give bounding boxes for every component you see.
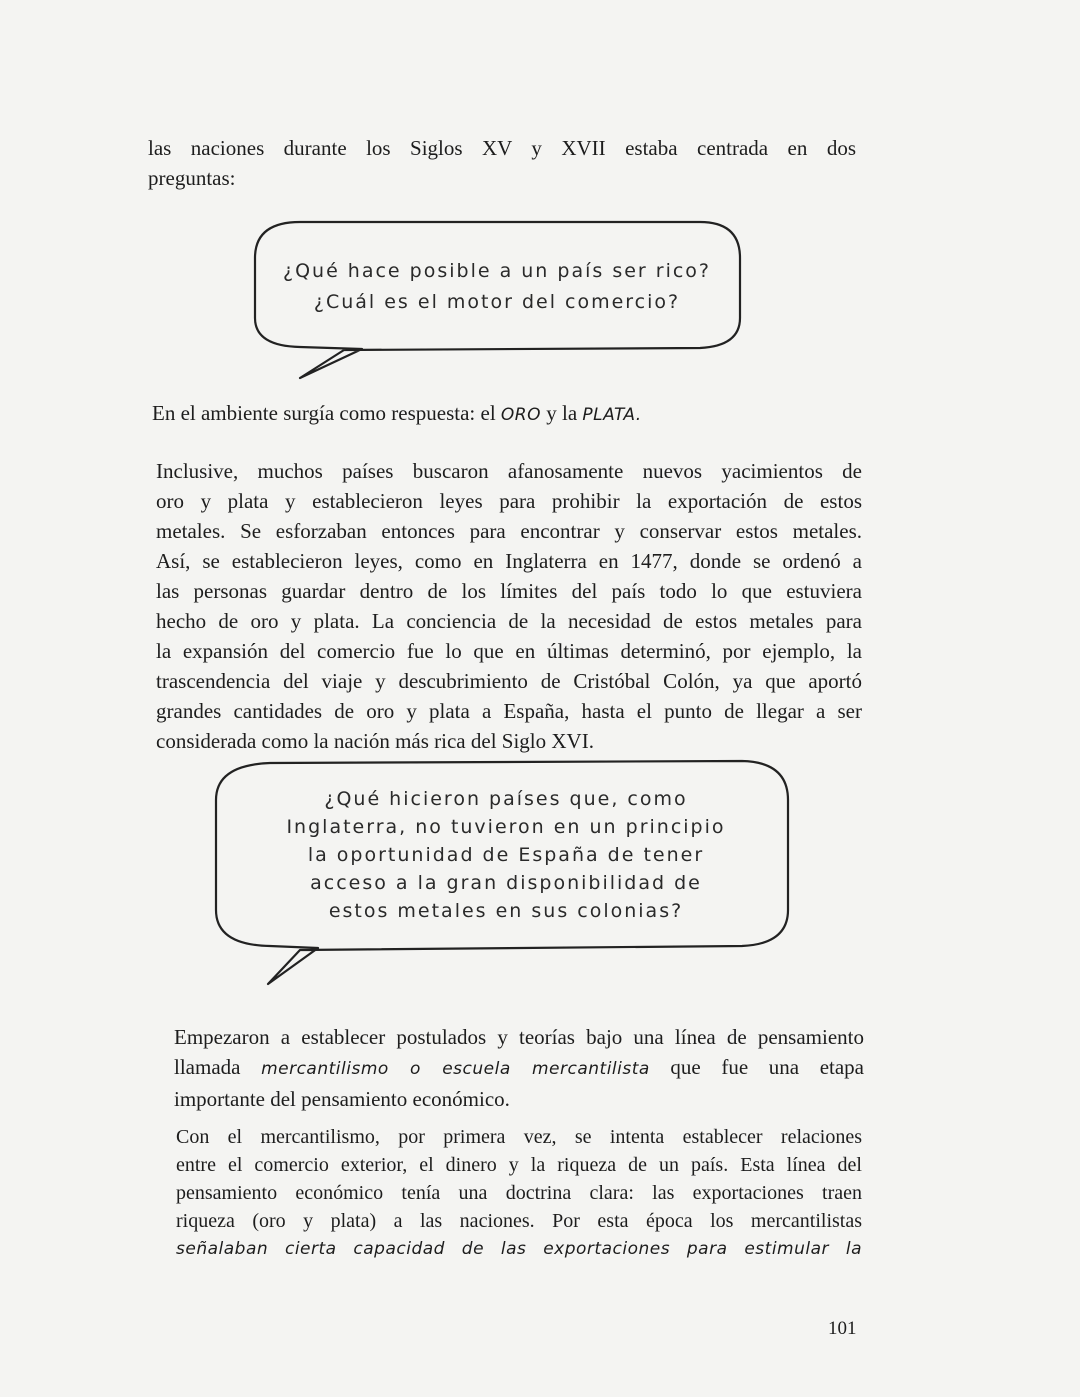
paragraph2-line-7: la expansión del comercio fue lo que en últimas determinó, por ejemplo, la bbox=[156, 639, 862, 663]
answer-prefix: En el ambiente surgía como respuesta: el bbox=[152, 401, 501, 425]
bubble2-line-5: estos metales en sus colonias? bbox=[328, 900, 684, 922]
paragraph2-line-6: hecho de oro y plata. La conciencia de la necesidad de estos metales para bbox=[156, 609, 862, 633]
paragraph3-line-2 bbox=[174, 1052, 864, 1084]
intro-line-1: las naciones durante los Siglos XV y XVII estaba centrada en dos bbox=[148, 136, 856, 160]
bubble1-line-2: ¿Cuál es el motor del comercio? bbox=[313, 291, 681, 313]
answer-middle: y la bbox=[541, 401, 583, 425]
paragraph3-line-3: importante del pensamiento económico. bbox=[174, 1087, 510, 1111]
paragraph-4 bbox=[176, 1123, 862, 1263]
page-number: 101 bbox=[828, 1318, 857, 1339]
answer-paragraph bbox=[152, 398, 872, 430]
paragraph3-line-1: Empezaron a establecer postulados y teorías bajo una línea de pensamiento bbox=[174, 1025, 864, 1049]
answer-silver: PLATA. bbox=[582, 405, 642, 425]
paragraph2-line-10: considerada como la nación más rica del Siglo XVI. bbox=[156, 729, 594, 753]
paragraph3-line2-prefix: llamada bbox=[174, 1055, 262, 1079]
paragraph2-line-9: grandes cantidades de oro y plata a España, hasta el punto de llegar a ser bbox=[156, 699, 862, 723]
mercantilism-term: mercantilismo o escuela mercantilista bbox=[261, 1059, 650, 1079]
paragraph2-line-8: trascendencia del viaje y descubrimiento de Cristóbal Colón, ya que aportó bbox=[156, 669, 862, 693]
paragraph2-line-3: metales. Se esforzaban entonces para encontrar y conservar estos metales. bbox=[156, 519, 862, 543]
intro-line-2: preguntas: bbox=[148, 166, 236, 190]
answer-gold: ORO bbox=[500, 405, 541, 425]
paragraph3-line2-suffix: que fue una etapa bbox=[649, 1055, 865, 1079]
bubble2-line-3: la oportunidad de España de tener bbox=[307, 844, 705, 866]
bubble1-line-1: ¿Qué hace posible a un país ser rico? bbox=[282, 260, 711, 282]
paragraph4-line-5: señalaban cierta capacidad de las exportaciones para estimular la bbox=[176, 1239, 862, 1259]
paragraph4-line-3: pensamiento económico tenía una doctrina clara: las exportaciones traen bbox=[176, 1182, 862, 1204]
paragraph-2 bbox=[156, 456, 862, 756]
speech-bubble-1-text bbox=[262, 256, 732, 318]
paragraph2-line-4: Así, se establecieron leyes, como en Inglaterra en 1477, donde se ordenó a bbox=[156, 549, 862, 573]
paragraph4-line-4: riqueza (oro y plata) a las naciones. Por esta época los mercantilistas bbox=[176, 1210, 862, 1232]
bubble2-line-4: acceso a la gran disponibilidad de bbox=[310, 872, 702, 894]
paragraph2-line-2: oro y plata y establecieron leyes para prohibir la exportación de estos bbox=[156, 489, 862, 513]
paragraph4-line-1: Con el mercantilismo, por primera vez, se intenta establecer relaciones bbox=[176, 1126, 862, 1148]
paragraph2-line-1: Inclusive, muchos países buscaron afanosamente nuevos yacimientos de bbox=[156, 459, 862, 483]
paragraph2-line-5: las personas guardar dentro de los límites del país todo lo que estuviera bbox=[156, 579, 862, 603]
paragraph4-line-2: entre el comercio exterior, el dinero y la riqueza de un país. Esta línea del bbox=[176, 1154, 862, 1176]
speech-bubble-2-text bbox=[226, 785, 786, 925]
paragraph-3 bbox=[174, 1022, 864, 1114]
bubble2-line-2: Inglaterra, no tuvieron en un principio bbox=[286, 816, 726, 838]
answer-line bbox=[152, 398, 872, 430]
intro-paragraph bbox=[148, 133, 856, 193]
bubble2-line-1: ¿Qué hicieron países que, como bbox=[324, 788, 688, 810]
